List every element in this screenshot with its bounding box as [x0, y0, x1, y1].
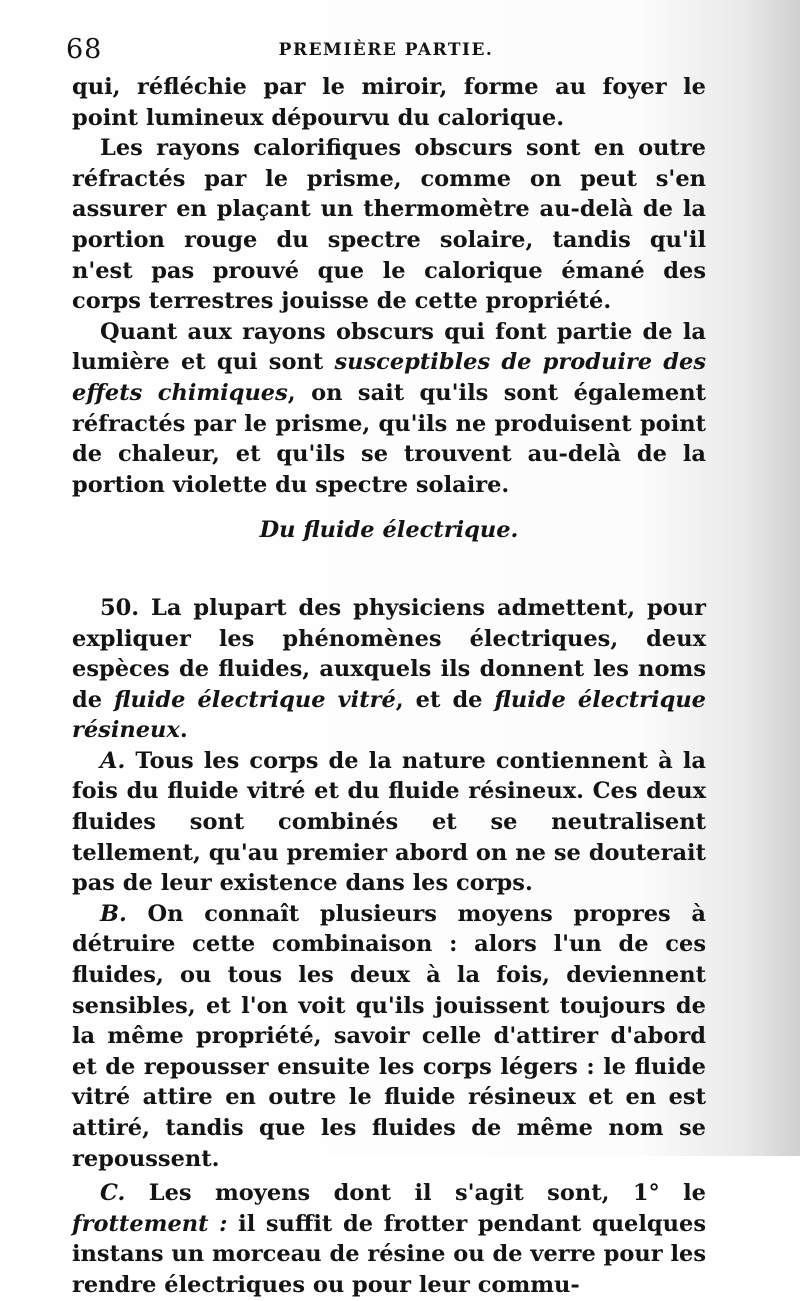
subsection-label-a: A.: [100, 747, 126, 774]
paragraph-c: [72, 1178, 706, 1300]
paragraph-text: Les moyens dont il s'agit sont, 1° le: [125, 1180, 706, 1207]
running-head: PREMIÈRE PARTIE.: [278, 40, 494, 60]
paragraph-b: [72, 899, 706, 1174]
paragraph-text: On connaît plusieurs moyens propres à détruire cette combinaison : alors l'un de ces fluides, ou tous les deux à la fois, deviennent sensibles, et l'on voit qu'ils jouissent toujours de la même propriété, savoir celle d'attirer d'abord et de repousser ensuite les corps légers : le fluide vitré attire en outre le fluide résineux et en est attiré, tandis que les fluides de même nom se repoussent.: [72, 900, 706, 1172]
subsection-label-b: B.: [100, 900, 127, 927]
paragraph-50: [72, 593, 706, 746]
paragraph-text: , et de: [395, 686, 495, 713]
paragraph-text: 50. La plupart des physiciens admettent, pour expliquer les phénomènes électriques, deux espèces de fluides, auxquels ils donnent les noms de: [72, 594, 706, 713]
italic-term-vitreous: fluide électrique vitré: [114, 686, 396, 713]
section-title: Du fluide électrique.: [259, 517, 519, 544]
page-number: 68: [66, 34, 103, 65]
paragraph-continuation: qui, réfléchie par le miroir, forme au foyer le point lumineux dépourvu du calorique.: [72, 74, 706, 131]
paragraph-a: [72, 746, 706, 899]
paragraph-text: il suffit de frotter pendant quelques instans un morceau de résine ou de verre pour les rendre électriques ou pour leur commu-: [72, 1210, 706, 1298]
italic-term-resinous: fluide électrique résineux: [72, 686, 706, 744]
italic-phrase: susceptibles de produire des effets chimiques: [72, 349, 706, 406]
paragraph-text: , on sait qu'ils sont également réfractés par le prisme, qu'ils ne produisent point de chaleur, et qu'ils se trouvent au-delà de la portion violette du spectre solaire.: [72, 379, 706, 498]
paragraph-calorific-rays: Les rayons calorifiques obscurs sont en outre réfractés par le prisme, comme on peut s'en assurer en plaçant un thermomètre au-delà de la portion rouge du spectre solaire, tandis qu'il n'est pas prouvé que le calorique émané des corps terrestres jouisse de cette propriété.: [72, 135, 706, 315]
paragraph-text: Quant aux rayons obscurs qui font partie de la lumière et qui sont: [72, 318, 706, 376]
page-header: [66, 30, 706, 70]
paragraph-text: Tous les corps de la nature contiennent à la fois du fluide vitré et du fluide résineux. Ces deux fluides sont combinés et se neutralisent tellement, qu'au premier abord on ne se douterait pas de leur existence dans les corps.: [72, 747, 706, 897]
body-text: [72, 72, 706, 1301]
paragraph-dark-rays: [72, 317, 706, 501]
subsection-label-c: C.: [100, 1180, 126, 1207]
italic-term-friction: frottement :: [72, 1210, 228, 1237]
paragraph-text: .: [179, 717, 188, 744]
